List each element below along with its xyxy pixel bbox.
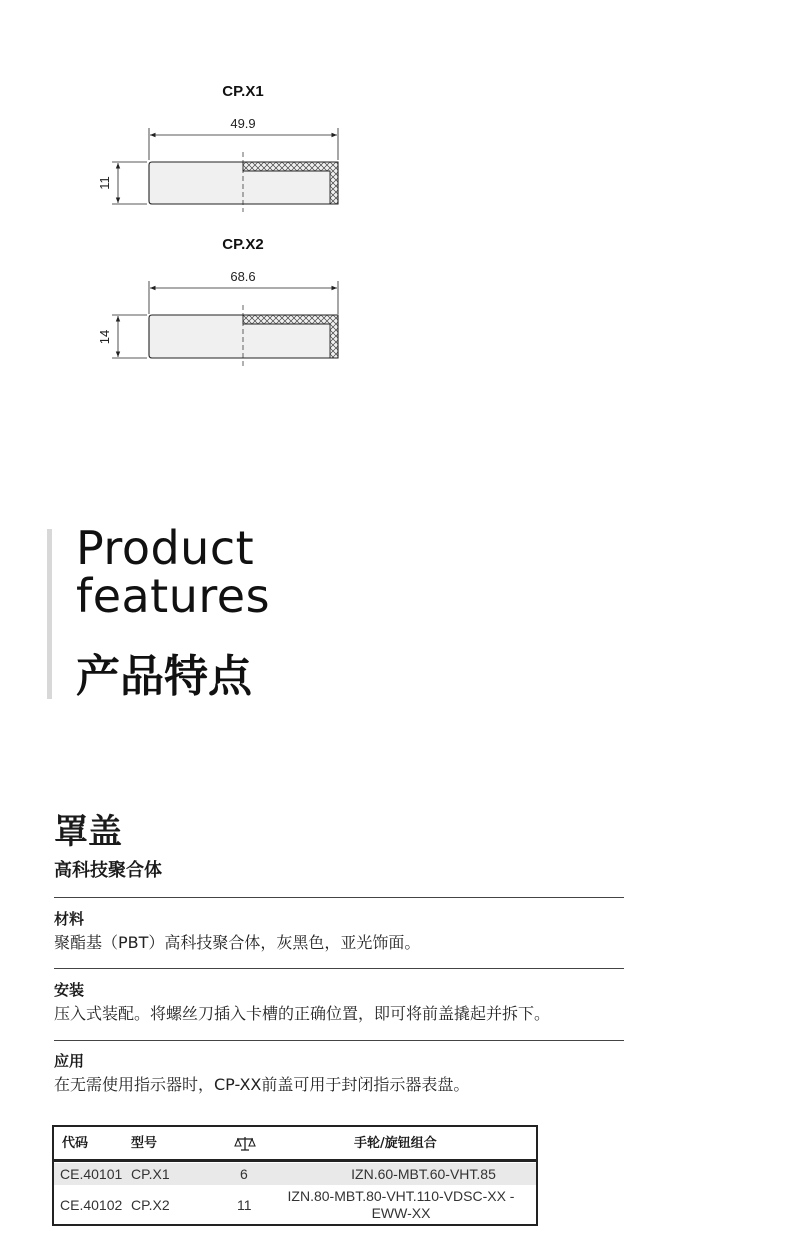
drawing-cp-x1 [97,83,338,212]
divider [54,897,624,898]
cell-combination: IZN.60-MBT.60-VHT.85 [351,1166,496,1182]
table-header [54,1127,536,1162]
table-row [54,1163,536,1185]
product-subtitle: 高科技聚合体 [54,860,162,881]
section-body-installation: 压入式装配。将螺丝刀插入卡槽的正确位置，即可将前盖撬起并拆下。 [54,1004,551,1023]
features-title-en [76,521,271,623]
table-row [54,1185,536,1224]
cell-combination-cont: EWW-XX [371,1205,431,1221]
header-model: 型号 [131,1136,158,1151]
width-dimension: 68.6 [230,269,256,284]
divider [54,1040,624,1041]
features-title-zh: 产品特点 [76,651,252,702]
section-heading-installation: 安装 [54,981,85,999]
features-title-line2: features [76,569,271,623]
cell-weight: 11 [237,1197,252,1213]
header-combination: 手轮/旋钮组合 [354,1136,437,1151]
section-body-material: 聚酯基（PBT）高科技聚合体，灰黑色，亚光饰面。 [54,933,421,952]
header-code: 代码 [62,1136,89,1151]
cell-model: CP.X1 [131,1166,170,1182]
cell-model: CP.X2 [131,1197,170,1213]
cell-weight: 6 [240,1166,248,1182]
cell-code: CE.40102 [60,1197,123,1213]
height-dimension: 11 [97,176,112,190]
section-accent-bar [47,529,52,699]
width-dimension: 49.9 [230,116,256,131]
scale-icon [234,1135,256,1158]
features-title-line1: Product [76,521,255,575]
divider [54,968,624,969]
section-heading-material: 材料 [54,910,85,928]
drawing-label: CP.X2 [222,236,264,253]
section-heading-application: 应用 [54,1052,85,1070]
height-dimension: 14 [97,329,112,345]
cell-code: CE.40101 [60,1166,123,1182]
product-title: 罩盖 [54,812,122,852]
drawing-label: CP.X1 [222,83,264,100]
drawing-cp-x2 [97,236,338,368]
technical-drawings [0,0,790,400]
cell-combination: IZN.80-MBT.80-VHT.110-VDSC-XX - [287,1188,515,1204]
product-table [52,1125,538,1226]
section-body-application: 在无需使用指示器时，CP-XX前盖可用于封闭指示器表盘。 [54,1075,470,1094]
